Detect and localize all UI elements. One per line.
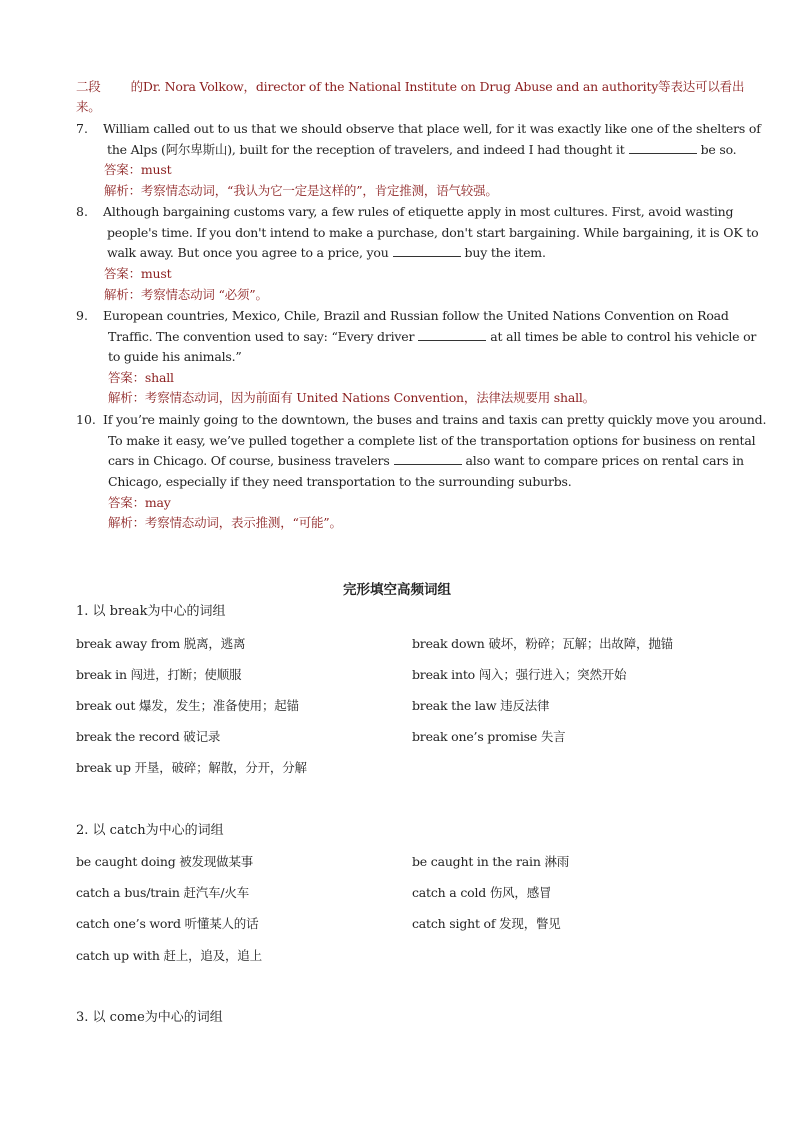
analysis-line: [108, 515, 342, 531]
question-text: cars in Chicago. Of course, business travelers: [108, 453, 390, 468]
question-text: be so.: [700, 142, 737, 157]
intro-line-2: 来。: [76, 99, 101, 114]
phrase-item: break in 闯进，打断；使顺服: [76, 667, 242, 682]
question-text-line: [107, 245, 546, 261]
question-text-line: [108, 329, 756, 345]
analysis-quote: “我认为它一定是这样的”: [227, 183, 363, 198]
answer-line: 答案：may: [108, 495, 171, 510]
analysis-text: ，法律法规要用 shall。: [463, 390, 595, 405]
question-text: Traffic. The convention used to say: “Every driver: [108, 329, 415, 344]
phrase-item: catch up with 赶上，追及，追上: [76, 948, 262, 963]
answer-blank: [629, 142, 697, 154]
question-number: 9.: [76, 308, 88, 323]
question-text-line: to guide his animals.”: [108, 349, 242, 364]
phrase-item: break up 开垦，破碎；解散，分开，分解: [76, 760, 307, 775]
answer-blank: [394, 453, 462, 465]
phrase-item: be caught in the rain 淋雨: [412, 854, 570, 869]
phrase-item: break out 爆发，发生；准备使用；起锚: [76, 698, 299, 713]
phrase-item: break away from 脱离，逃离: [76, 636, 246, 651]
analysis-quote: “可能”: [292, 515, 330, 530]
question-text: at all times be able to control his vehicle or: [490, 329, 757, 344]
phrase-item: catch one’s word 听懂某人的话: [76, 916, 259, 931]
phrase-item: break the record 破记录: [76, 729, 221, 744]
question-text-line: If you’re mainly going to the downtown, the buses and trains and taxis can pretty quickly move you around.: [103, 412, 767, 427]
analysis-text: ，肯定推测，语气较强。: [362, 183, 498, 198]
phrase-item: catch a cold 伤风，感冒: [412, 885, 552, 900]
section-title: 完形填空高频词组: [343, 582, 451, 598]
analysis-text: 解析：考察情态动词，: [104, 183, 228, 198]
intro-segment: 二段: [76, 79, 101, 94]
intro-segment-rest: 的Dr. Nora Volkow，director of the National Institute on Drug Abuse and an authority等表达可以看出: [130, 79, 745, 94]
question-text: the Alps (阿尔卑斯山), built for the reception of travelers, and indeed I had thought it: [107, 142, 625, 157]
question-text: walk away. But once you agree to a price, you: [107, 245, 389, 260]
question-text-line: European countries, Mexico, Chile, Brazil and Russian follow the United Nations Convention on Road: [103, 308, 729, 323]
group-heading: 1. 以 break为中心的词组: [76, 604, 226, 619]
analysis-term: United Nations Convention: [296, 390, 464, 405]
question-text: buy the item.: [464, 245, 546, 260]
group-heading: 3. 以 come为中心的词组: [76, 1010, 223, 1025]
analysis-line: [108, 390, 595, 406]
analysis-text: 解析：考察情态动词，表示推测，: [108, 515, 293, 530]
analysis-text: 。: [329, 515, 342, 530]
analysis-line: 解析：考察情态动词 “必须”。: [104, 287, 268, 302]
phrase-item: break into 闯入；强行进入；突然开始: [412, 667, 627, 682]
question-text-line: [107, 142, 736, 158]
question-text: also want to compare prices on rental cars in: [465, 453, 744, 468]
question-text-line: [108, 453, 744, 469]
question-number: 10.: [76, 412, 96, 427]
answer-blank: [393, 245, 461, 257]
answer-line: 答案：must: [104, 266, 172, 281]
question-number: 7.: [76, 121, 88, 136]
phrase-item: break the law 违反法律: [412, 698, 550, 713]
phrase-item: be caught doing 被发现做某事: [76, 854, 254, 869]
question-number: 8.: [76, 204, 88, 219]
phrase-item: catch a bus/train 赶汽车/火车: [76, 885, 249, 900]
analysis-text: 解析：考察情态动词，因为前面有: [108, 390, 297, 405]
question-text-line: To make it easy, we’ve pulled together a complete list of the transportation options for business on rental: [108, 433, 756, 448]
group-heading: 2. 以 catch为中心的词组: [76, 823, 224, 838]
question-text-line: William called out to us that we should observe that place well, for it was exactly like one of the shelters of: [103, 121, 761, 136]
answer-line: 答案：must: [104, 162, 172, 177]
answer-line: 答案：shall: [108, 370, 174, 385]
phrase-item: catch sight of 发现，瞥见: [412, 916, 561, 931]
question-text-line: people's time. If you don't intend to make a purchase, don't start bargaining. While bargaining, it is OK to: [107, 225, 759, 240]
question-text-line: Chicago, especially if they need transportation to the surrounding suburbs.: [108, 474, 572, 489]
analysis-line: [104, 183, 498, 199]
question-text-line: Although bargaining customs vary, a few rules of etiquette apply in most cultures. First, avoid wasting: [103, 204, 734, 219]
phrase-item: break down 破坏，粉碎；瓦解；出故障，抛锚: [412, 636, 673, 651]
intro-line-1: [76, 79, 744, 95]
phrase-item: break one’s promise 失言: [412, 729, 566, 744]
answer-blank: [418, 329, 486, 341]
